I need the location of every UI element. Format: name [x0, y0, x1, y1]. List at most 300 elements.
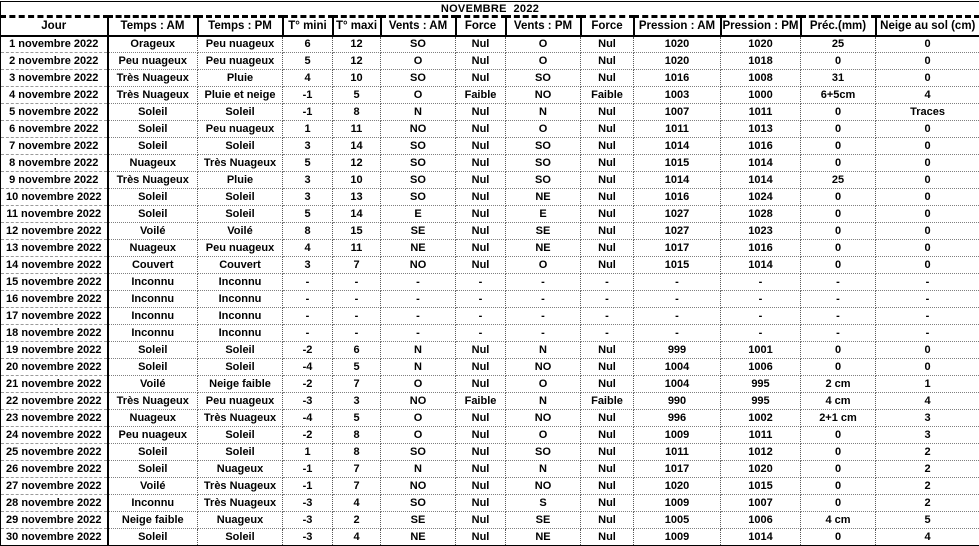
cell-temps-am: Soleil [108, 104, 198, 121]
cell-neige-au-sol: 0 [876, 206, 979, 223]
cell-prec-mm: 0 [801, 529, 876, 546]
cell-temps-am: Très Nuageux [108, 87, 198, 104]
cell-vents-am: SE [381, 512, 456, 529]
cell-temp-maxi: 12 [333, 36, 381, 53]
cell-prec-mm: 0 [801, 444, 876, 461]
cell-temps-pm: Inconnu [198, 274, 283, 291]
cell-neige-au-sol: 0 [876, 172, 979, 189]
cell-vents-pm: O [506, 257, 581, 274]
cell-temps-am: Inconnu [108, 495, 198, 512]
cell-pression-am: 1009 [634, 427, 721, 444]
cell-pression-pm: 995 [721, 376, 801, 393]
cell-temp-maxi: 10 [333, 70, 381, 87]
table-row [1, 121, 979, 138]
cell-force-am: Faible [456, 87, 506, 104]
cell-prec-mm: 0 [801, 359, 876, 376]
cell-pression-pm: 1000 [721, 87, 801, 104]
cell-vents-pm: O [506, 53, 581, 70]
cell-temps-am: Soleil [108, 121, 198, 138]
cell-force-am: Nul [456, 444, 506, 461]
cell-temps-pm: Soleil [198, 359, 283, 376]
cell-prec-mm: 0 [801, 155, 876, 172]
cell-temp-mini: -4 [283, 359, 333, 376]
cell-neige-au-sol: - [876, 308, 979, 325]
cell-temps-am: Très Nuageux [108, 393, 198, 410]
cell-vents-pm: SO [506, 155, 581, 172]
cell-neige-au-sol: - [876, 291, 979, 308]
cell-pression-pm: 1014 [721, 529, 801, 546]
cell-jour: 3 novembre 2022 [1, 70, 108, 87]
cell-pression-pm: 1011 [721, 104, 801, 121]
cell-temp-mini: 4 [283, 240, 333, 257]
cell-temp-maxi: 11 [333, 121, 381, 138]
cell-temps-am: Soleil [108, 206, 198, 223]
cell-temps-pm: Peu nuageux [198, 121, 283, 138]
cell-vents-pm: SO [506, 70, 581, 87]
cell-temp-maxi: 13 [333, 189, 381, 206]
cell-prec-mm: 0 [801, 478, 876, 495]
cell-force-pm: Nul [581, 189, 634, 206]
cell-temp-maxi: 5 [333, 359, 381, 376]
header-row [1, 17, 979, 36]
table-row [1, 478, 979, 495]
table-row [1, 359, 979, 376]
cell-temp-maxi: - [333, 274, 381, 291]
cell-vents-am: O [381, 53, 456, 70]
cell-temps-am: Couvert [108, 257, 198, 274]
cell-temp-maxi: 8 [333, 427, 381, 444]
cell-pression-am: 1015 [634, 257, 721, 274]
cell-temps-am: Inconnu [108, 274, 198, 291]
cell-vents-pm: SO [506, 444, 581, 461]
table-row [1, 393, 979, 410]
cell-pression-am: 1004 [634, 359, 721, 376]
cell-temps-am: Très Nuageux [108, 172, 198, 189]
cell-pression-am: 1020 [634, 478, 721, 495]
cell-neige-au-sol: - [876, 274, 979, 291]
cell-force-pm: Nul [581, 461, 634, 478]
cell-prec-mm: 25 [801, 172, 876, 189]
cell-pression-pm: 1006 [721, 512, 801, 529]
cell-pression-pm: 1014 [721, 257, 801, 274]
cell-force-am: Nul [456, 410, 506, 427]
cell-temps-pm: Très Nuageux [198, 478, 283, 495]
cell-vents-am: N [381, 461, 456, 478]
table-row [1, 172, 979, 189]
cell-pression-am: 1003 [634, 87, 721, 104]
table-row [1, 36, 979, 53]
cell-temps-pm: Soleil [198, 529, 283, 546]
table-row [1, 325, 979, 342]
column-header-temps-pm: Temps : PM [198, 17, 283, 36]
cell-prec-mm: 2+1 cm [801, 410, 876, 427]
cell-temps-pm: Soleil [198, 206, 283, 223]
cell-jour: 14 novembre 2022 [1, 257, 108, 274]
table-row [1, 87, 979, 104]
cell-force-pm: Nul [581, 121, 634, 138]
cell-vents-pm: NO [506, 410, 581, 427]
cell-force-pm: Nul [581, 376, 634, 393]
cell-vents-am: SO [381, 138, 456, 155]
cell-pression-pm: - [721, 274, 801, 291]
cell-force-am: Nul [456, 461, 506, 478]
cell-temps-pm: Soleil [198, 138, 283, 155]
cell-force-am: Nul [456, 495, 506, 512]
column-header-force-pm: Force [581, 17, 634, 36]
cell-pression-am: 1009 [634, 529, 721, 546]
cell-temps-pm: Très Nuageux [198, 155, 283, 172]
cell-vents-pm: S [506, 495, 581, 512]
cell-vents-pm: O [506, 36, 581, 53]
cell-prec-mm: 4 cm [801, 512, 876, 529]
cell-pression-pm: 1028 [721, 206, 801, 223]
cell-neige-au-sol: 2 [876, 461, 979, 478]
cell-force-am: Nul [456, 512, 506, 529]
cell-prec-mm: 0 [801, 138, 876, 155]
cell-jour: 16 novembre 2022 [1, 291, 108, 308]
cell-force-pm: Nul [581, 36, 634, 53]
cell-jour: 26 novembre 2022 [1, 461, 108, 478]
cell-temp-maxi: 2 [333, 512, 381, 529]
cell-pression-am: 1015 [634, 155, 721, 172]
cell-prec-mm: 0 [801, 240, 876, 257]
cell-pression-pm: 1020 [721, 36, 801, 53]
cell-jour: 20 novembre 2022 [1, 359, 108, 376]
table-row [1, 529, 979, 546]
cell-neige-au-sol: 0 [876, 121, 979, 138]
cell-force-am: Faible [456, 393, 506, 410]
cell-prec-mm: 0 [801, 342, 876, 359]
column-header-force-am: Force [456, 17, 506, 36]
cell-force-am: Nul [456, 223, 506, 240]
cell-temps-am: Soleil [108, 444, 198, 461]
cell-temp-maxi: 14 [333, 138, 381, 155]
cell-pression-pm: 1016 [721, 240, 801, 257]
cell-jour: 22 novembre 2022 [1, 393, 108, 410]
cell-force-am: Nul [456, 138, 506, 155]
cell-prec-mm: - [801, 291, 876, 308]
cell-pression-pm: 1012 [721, 444, 801, 461]
cell-jour: 11 novembre 2022 [1, 206, 108, 223]
cell-temps-pm: Peu nuageux [198, 393, 283, 410]
cell-vents-pm: NE [506, 240, 581, 257]
cell-force-am: Nul [456, 427, 506, 444]
cell-pression-pm: 1006 [721, 359, 801, 376]
cell-pression-pm: 1016 [721, 138, 801, 155]
cell-neige-au-sol: 4 [876, 529, 979, 546]
cell-force-pm: Nul [581, 172, 634, 189]
cell-temps-am: Peu nuageux [108, 53, 198, 70]
cell-jour: 6 novembre 2022 [1, 121, 108, 138]
table-row [1, 155, 979, 172]
cell-vents-pm: - [506, 325, 581, 342]
cell-pression-am: 1011 [634, 444, 721, 461]
cell-prec-mm: 0 [801, 427, 876, 444]
cell-vents-am: - [381, 308, 456, 325]
cell-prec-mm: 0 [801, 257, 876, 274]
cell-temp-maxi: 4 [333, 529, 381, 546]
cell-pression-pm: 1001 [721, 342, 801, 359]
cell-force-am: Nul [456, 529, 506, 546]
cell-temp-mini: -1 [283, 478, 333, 495]
cell-pression-am: 1027 [634, 206, 721, 223]
cell-vents-am: N [381, 104, 456, 121]
cell-neige-au-sol: 0 [876, 342, 979, 359]
cell-force-pm: Nul [581, 70, 634, 87]
cell-force-am: Nul [456, 172, 506, 189]
cell-temps-pm: Couvert [198, 257, 283, 274]
cell-temps-pm: Inconnu [198, 325, 283, 342]
cell-pression-pm: - [721, 325, 801, 342]
cell-force-pm: - [581, 274, 634, 291]
cell-temp-mini: 3 [283, 138, 333, 155]
cell-prec-mm: 0 [801, 53, 876, 70]
cell-pression-am: 1017 [634, 240, 721, 257]
cell-jour: 28 novembre 2022 [1, 495, 108, 512]
table-row [1, 274, 979, 291]
cell-neige-au-sol: 5 [876, 512, 979, 529]
cell-prec-mm: - [801, 274, 876, 291]
table-row [1, 461, 979, 478]
cell-temp-maxi: 11 [333, 240, 381, 257]
cell-force-pm: Nul [581, 529, 634, 546]
cell-vents-am: SO [381, 172, 456, 189]
table-row [1, 410, 979, 427]
cell-temp-mini: -2 [283, 342, 333, 359]
cell-neige-au-sol: 0 [876, 70, 979, 87]
cell-temps-pm: Pluie [198, 172, 283, 189]
cell-vents-am: SO [381, 70, 456, 87]
cell-neige-au-sol: 0 [876, 257, 979, 274]
cell-neige-au-sol: 0 [876, 240, 979, 257]
cell-force-am: - [456, 325, 506, 342]
cell-temp-maxi: - [333, 308, 381, 325]
cell-force-am: Nul [456, 36, 506, 53]
cell-jour: 13 novembre 2022 [1, 240, 108, 257]
cell-pression-pm: 995 [721, 393, 801, 410]
cell-vents-am: SO [381, 444, 456, 461]
cell-temp-mini: 8 [283, 223, 333, 240]
cell-temps-pm: Peu nuageux [198, 240, 283, 257]
cell-force-pm: Nul [581, 359, 634, 376]
cell-temp-mini: 5 [283, 206, 333, 223]
cell-temp-mini: -3 [283, 529, 333, 546]
cell-prec-mm: - [801, 308, 876, 325]
cell-temp-maxi: - [333, 325, 381, 342]
cell-neige-au-sol: 3 [876, 410, 979, 427]
cell-vents-am: SO [381, 189, 456, 206]
cell-pression-pm: - [721, 308, 801, 325]
cell-temps-pm: Très Nuageux [198, 410, 283, 427]
table-row [1, 376, 979, 393]
cell-temp-maxi: 7 [333, 376, 381, 393]
cell-force-am: Nul [456, 155, 506, 172]
column-header-pression-am: Pression : AM [634, 17, 721, 36]
cell-temp-maxi: 8 [333, 104, 381, 121]
cell-pression-am: 1017 [634, 461, 721, 478]
cell-force-pm: Faible [581, 87, 634, 104]
cell-temps-am: Soleil [108, 359, 198, 376]
cell-temps-pm: Soleil [198, 427, 283, 444]
cell-temps-pm: Soleil [198, 104, 283, 121]
column-header-temp-mini: T° mini [283, 17, 333, 36]
cell-force-pm: Faible [581, 393, 634, 410]
cell-vents-pm: NO [506, 359, 581, 376]
table-row [1, 257, 979, 274]
cell-jour: 7 novembre 2022 [1, 138, 108, 155]
cell-vents-pm: - [506, 274, 581, 291]
cell-force-pm: Nul [581, 206, 634, 223]
cell-pression-am: 1016 [634, 189, 721, 206]
cell-temps-am: Nuageux [108, 410, 198, 427]
cell-temps-am: Voilé [108, 376, 198, 393]
cell-force-am: Nul [456, 104, 506, 121]
cell-pression-pm: 1014 [721, 172, 801, 189]
cell-prec-mm: 0 [801, 189, 876, 206]
cell-jour: 9 novembre 2022 [1, 172, 108, 189]
cell-pression-am: - [634, 274, 721, 291]
cell-temp-mini: -1 [283, 87, 333, 104]
cell-pression-am: 1005 [634, 512, 721, 529]
cell-neige-au-sol: 2 [876, 444, 979, 461]
cell-temp-mini: - [283, 274, 333, 291]
cell-vents-pm: N [506, 342, 581, 359]
column-header-pression-pm: Pression : PM [721, 17, 801, 36]
cell-pression-am: 1004 [634, 376, 721, 393]
cell-prec-mm: 25 [801, 36, 876, 53]
cell-force-pm: Nul [581, 257, 634, 274]
cell-pression-pm: 1015 [721, 478, 801, 495]
cell-neige-au-sol: 0 [876, 138, 979, 155]
cell-prec-mm: 6+5cm [801, 87, 876, 104]
column-header-neige-au-sol: Neige au sol (cm) [876, 17, 979, 36]
cell-neige-au-sol: 0 [876, 155, 979, 172]
cell-pression-pm: 1023 [721, 223, 801, 240]
cell-vents-am: - [381, 291, 456, 308]
cell-vents-pm: NE [506, 529, 581, 546]
cell-temp-maxi: - [333, 291, 381, 308]
table-row [1, 70, 979, 87]
cell-pression-pm: 1007 [721, 495, 801, 512]
cell-temps-am: Nuageux [108, 155, 198, 172]
cell-force-pm: Nul [581, 444, 634, 461]
cell-force-am: Nul [456, 359, 506, 376]
cell-force-pm: Nul [581, 342, 634, 359]
cell-temp-mini: -3 [283, 393, 333, 410]
cell-jour: 5 novembre 2022 [1, 104, 108, 121]
cell-jour: 8 novembre 2022 [1, 155, 108, 172]
cell-force-pm: Nul [581, 104, 634, 121]
cell-vents-pm: - [506, 308, 581, 325]
cell-prec-mm: 0 [801, 121, 876, 138]
cell-neige-au-sol: 1 [876, 376, 979, 393]
cell-neige-au-sol: 4 [876, 393, 979, 410]
cell-jour: 2 novembre 2022 [1, 53, 108, 70]
table-row [1, 291, 979, 308]
cell-force-pm: Nul [581, 240, 634, 257]
cell-temps-am: Soleil [108, 138, 198, 155]
cell-vents-pm: SE [506, 512, 581, 529]
cell-pression-pm: 1020 [721, 461, 801, 478]
cell-jour: 27 novembre 2022 [1, 478, 108, 495]
cell-force-am: - [456, 274, 506, 291]
cell-force-am: Nul [456, 189, 506, 206]
cell-prec-mm: 0 [801, 206, 876, 223]
cell-jour: 21 novembre 2022 [1, 376, 108, 393]
cell-temp-maxi: 7 [333, 257, 381, 274]
cell-pression-pm: 1002 [721, 410, 801, 427]
cell-pression-am: 996 [634, 410, 721, 427]
cell-temps-am: Nuageux [108, 240, 198, 257]
cell-temp-maxi: 12 [333, 155, 381, 172]
cell-vents-pm: O [506, 376, 581, 393]
cell-vents-pm: N [506, 393, 581, 410]
cell-temp-mini: 3 [283, 257, 333, 274]
cell-jour: 30 novembre 2022 [1, 529, 108, 546]
table-title: NOVEMBRE 2022 [1, 2, 979, 17]
cell-temp-maxi: 5 [333, 410, 381, 427]
cell-vents-pm: SE [506, 223, 581, 240]
cell-jour: 18 novembre 2022 [1, 325, 108, 342]
cell-vents-am: - [381, 274, 456, 291]
cell-temp-mini: 4 [283, 70, 333, 87]
cell-pression-am: 1011 [634, 121, 721, 138]
cell-force-am: Nul [456, 376, 506, 393]
cell-prec-mm: 0 [801, 223, 876, 240]
cell-vents-pm: - [506, 291, 581, 308]
cell-force-am: Nul [456, 240, 506, 257]
table-row [1, 308, 979, 325]
cell-pression-am: 990 [634, 393, 721, 410]
cell-temps-pm: Soleil [198, 444, 283, 461]
cell-force-am: Nul [456, 342, 506, 359]
cell-temps-am: Soleil [108, 529, 198, 546]
cell-pression-am: 1014 [634, 138, 721, 155]
cell-pression-am: 1009 [634, 495, 721, 512]
cell-prec-mm: - [801, 325, 876, 342]
cell-temp-maxi: 12 [333, 53, 381, 70]
cell-force-am: Nul [456, 206, 506, 223]
cell-temp-mini: -2 [283, 376, 333, 393]
cell-force-pm: Nul [581, 512, 634, 529]
cell-vents-am: NO [381, 257, 456, 274]
cell-pression-am: 1014 [634, 172, 721, 189]
cell-prec-mm: 0 [801, 495, 876, 512]
cell-force-pm: Nul [581, 478, 634, 495]
cell-jour: 29 novembre 2022 [1, 512, 108, 529]
cell-force-am: Nul [456, 70, 506, 87]
cell-vents-am: O [381, 410, 456, 427]
cell-vents-pm: N [506, 104, 581, 121]
cell-pression-pm: 1018 [721, 53, 801, 70]
column-header-jour: Jour [1, 17, 108, 36]
cell-temp-maxi: 7 [333, 478, 381, 495]
cell-pression-pm: 1008 [721, 70, 801, 87]
cell-neige-au-sol: 0 [876, 36, 979, 53]
cell-vents-am: NO [381, 393, 456, 410]
cell-pression-pm: 1024 [721, 189, 801, 206]
cell-pression-pm: 1014 [721, 155, 801, 172]
cell-temp-mini: -1 [283, 104, 333, 121]
cell-force-am: - [456, 291, 506, 308]
cell-temp-mini: - [283, 308, 333, 325]
cell-temp-mini: -1 [283, 461, 333, 478]
cell-temp-mini: - [283, 325, 333, 342]
cell-neige-au-sol: - [876, 325, 979, 342]
cell-prec-mm: 31 [801, 70, 876, 87]
cell-temp-maxi: 4 [333, 495, 381, 512]
cell-temps-pm: Inconnu [198, 308, 283, 325]
